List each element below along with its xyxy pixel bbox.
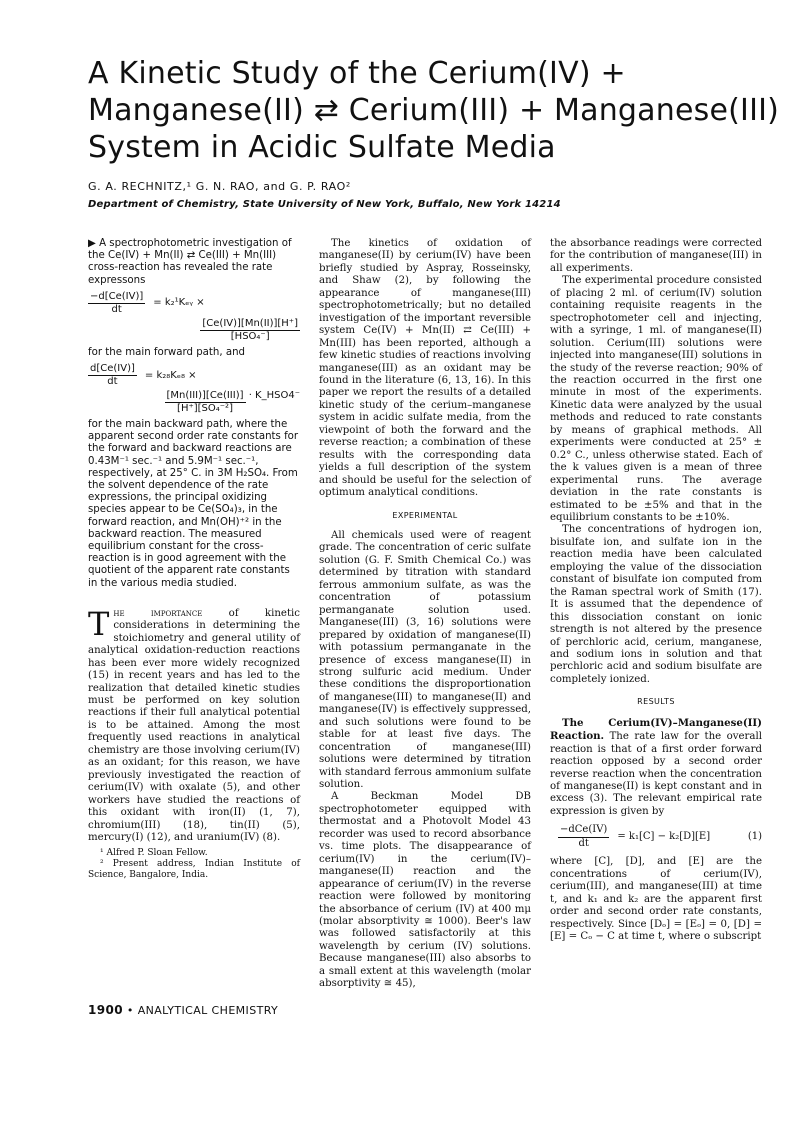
abstract-intro: ▶ A spectrophotometric investigation of the Ce(IV) + Mn(II) ⇄ Ce(III) + Mn(III) cross-reaction has revealed the rate expressons [88, 238, 292, 286]
eq1-denominator: dt [111, 303, 122, 315]
backward-rate-equation [88, 363, 300, 415]
paragraph-apparatus: A Beckman Model DB spectrophotometer equipped with thermostat and a Photovolt Model 43 recorder was used to record absorbance vs. time plots. The disappearance of cerium(IV) in the cerium(IV)–manganese(II) reaction and the appearance of cerium(IV) in the reverse reaction were followed by monitoring the absorbance of cerium (IV) at 400 mμ (molar absorptivity ≅ 1000). Beer's law was followed satisfactorily at this wavelength by cerium (IV) solutions. Because manganese(III) also absorbs to a small extent at this wavelength (molar absorptivity ≅ 45), [319, 791, 531, 990]
abstract-forward-path: for the main forward path, and [88, 346, 245, 358]
affiliation: Department of Chemistry, State University of New York, Buffalo, New York 14214 [88, 199, 561, 210]
column-1 [88, 238, 300, 881]
eq-rhs: = k₁[C] − k₂[D][E] [617, 831, 711, 843]
footer-bullet: • [126, 1004, 134, 1017]
footnotes [88, 848, 300, 881]
section-heading-experimental: EXPERIMENTAL [392, 510, 458, 520]
paragraph-concentrations: The concentrations of hydrogen ion, bisulfate ion, and sulfate ion in the reaction media have been calculated employing the value of the dissociation constant of bisulfate ion computed from the Raman spectral work of Smith (17). It is assumed that the dependence of this dissociation constant on ionic strength is not altered by the presence of perchloric acid, cerium, manganese, and sodium ions in solution and that perchloric acid and sodium bisulfate are completely ionized. [550, 524, 762, 685]
footnote-1: ¹ Alfred P. Sloan Fellow. [100, 848, 208, 859]
eq-denominator: dt [578, 837, 589, 849]
journal-name: ANALYTICAL CHEMISTRY [137, 1004, 279, 1017]
drop-cap: T [88, 604, 110, 643]
eq2-rhs-denominator: [H⁺][SO₄⁻²] [177, 403, 233, 415]
paragraph-rate-law [550, 717, 762, 819]
column-2 [319, 238, 531, 991]
eq-numerator: −dCe(IV) [558, 824, 609, 837]
equation-1 [558, 824, 762, 850]
section-heading-results: RESULTS [637, 697, 675, 707]
abstract-body: for the main backward path, where the apparent second order rate constants for the forward and backward reactions are 0.43M⁻¹ sec.⁻¹ and 5.9M⁻¹ sec.⁻¹, respectively, at 25° C. in 3M H₂SO₄. From the solvent dependence of the rate expressions, the principal oxidizing species appear to be Ce(SO₄)₃, in the forward reaction, and Mn(OH)⁺² in the backward reaction. The measured equilibrium constant for the cross-reaction is in good agreement with the quotient of the apparent rate constants in the various media studied. [88, 419, 299, 589]
equation-number: (1) [747, 831, 762, 843]
eq1-numerator: −d[Ce(IV)] [90, 290, 144, 302]
footnote-2: ² Present address, Indian Institute of Science, Bangalore, India. [88, 859, 300, 881]
article-title: A Kinetic Study of the Cerium(IV) + Manganese(II) ⇄ Cerium(III) + Manganese(III) System in Acidic Sulfate Media [88, 56, 780, 165]
page-footer [88, 1003, 278, 1017]
forward-rate-equation [88, 291, 300, 343]
paragraph-correction: the absorbance readings were corrected for the contribution of manganese(III) in all experiments. [550, 238, 762, 274]
paragraph-chemicals: All chemicals used were of reagent grade. The concentration of ceric sulfate solution (G. F. Smith Chemical Co.) was determined by titration with standard ferrous ammonium sulfate, as was the concentration of potassium permanganate solution used. Manganese(III) (3, 16) solutions were prepared by oxidation of manganese(II) with potassium permanganate in the presence of excess manganese(II) in strong sulfuric acid medium. Under these conditions the disproportionation of manganese(III) to manganese(II) and manganese(IV) is effectively suppressed, and such solutions were found to be stable for at least five days. The concentration of manganese(III) solutions were determined by titration with standard ferrous ammonium sulfate solution. [319, 529, 531, 791]
abstract [88, 238, 300, 590]
eq2-constant: = k₂₈Kₑ₈ × [144, 369, 197, 381]
authors: G. A. RECHNITZ,¹ G. N. RAO, and G. P. RAO² [88, 180, 351, 193]
paragraph-procedure: The experimental procedure consisted of placing 2 ml. of cerium(IV) solution containing requisite reagents in the spectrophotometer cell and injecting, with a syringe, 1 ml. of manganese(II) solution. Cerium(III) solutions were injected into manganese(III) solutions in the study of the reverse reaction; 90% of the reaction occurred in the first one minute in most of the experiments. Kinetic data were analyzed by the usual methods and reduced to rate constants by means of graphical methods. All experiments were conducted at 25° ± 0.2° C., unless otherwise stated. Each of the k values given is a mean of three experimental runs. The average deviation in the rate constants is estimated to be ±5% and that in the equilibrium constants to be ±10%. [550, 275, 762, 523]
eq1-rhs-numerator: [Ce(IV)][Mn(II)][H⁺] [202, 317, 298, 329]
paragraph-kinetics: The kinetics of oxidation of manganese(II) by cerium(IV) have been briefly studied by Aspray, Rosseinsky, and Shaw (2), by following the appearance of manganese(III) spectrophotometrically; but no detailed investigation of the important reversible system Ce(IV) + Mn(II) ⇄ Ce(III) + Mn(III) has been reported, although a few kinetic studies of reactions involving manganese(III) as an oxidant may be found in the literature (6, 13, 16). In this paper we report the results of a detailed kinetic study of the cerium–manganese system in acidic sulfate media, from the viewpoint of both the forward and the reverse reaction; a combination of these results with the corresponding data yields a full description of the system and should be useful for the selection of optimum analytical conditions. [319, 238, 531, 499]
page-number: 1900 [88, 1003, 123, 1017]
paragraph-definitions: where [C], [D], and [E] are the concentrations of cerium(IV), cerium(III), and manganese(III) at time t, and k₁ and k₂ are the apparent first order and second order rate constants, respectively. Since [Dₒ] = [Eₒ] = 0, [D] = [E] = Cₒ − C at time t, where o subscript [550, 856, 762, 943]
eq1-constant: = k₂¹Kₑᵧ × [153, 297, 205, 309]
subsection-heading: The Cerium(IV)–Manganese(II) Reaction. [550, 716, 762, 743]
eq2-numerator: d[Ce(IV)] [90, 363, 135, 375]
eq2-rhs-tail: · K_HSO4⁻ [248, 390, 300, 402]
eq1-rhs-denominator: [HSO₄⁻] [230, 330, 270, 342]
eq2-denominator: dt [107, 376, 118, 388]
intro-smallcaps: he importance [113, 607, 203, 619]
rate-law-text: The rate law for the overall reaction is that of a first order forward reaction opposed by a second order reverse reaction when the concentration of manganese(II) is kept constant and in excess (3). The relevant empirical rate expression is given by [550, 731, 762, 817]
column-3 [550, 238, 762, 943]
intro-paragraph [88, 604, 300, 845]
intro-text: of kinetic considerations in determining the stoichiometry and general utility of analytical oxidation-reduction reactions has been ever more widely recognized (15) in recent years and has led to the realization that detailed kinetic studies must be performed on key solution reactions if their full analytical potential is to be attained. Among the most frequently used reactions in analytical chemistry are those involving cerium(IV) as an oxidant; for this reason, we have previously investigated the reaction of cerium(IV) with oxalate (5), and other workers have studied the reactions of this oxidant with iron(II) (1, 7), chromium(III) (18), tin(II) (5), mercury(I) (12), and uranium(IV) (8). [88, 607, 300, 844]
eq2-rhs-numerator: [Mn(III)][Ce(III)] [166, 390, 244, 402]
